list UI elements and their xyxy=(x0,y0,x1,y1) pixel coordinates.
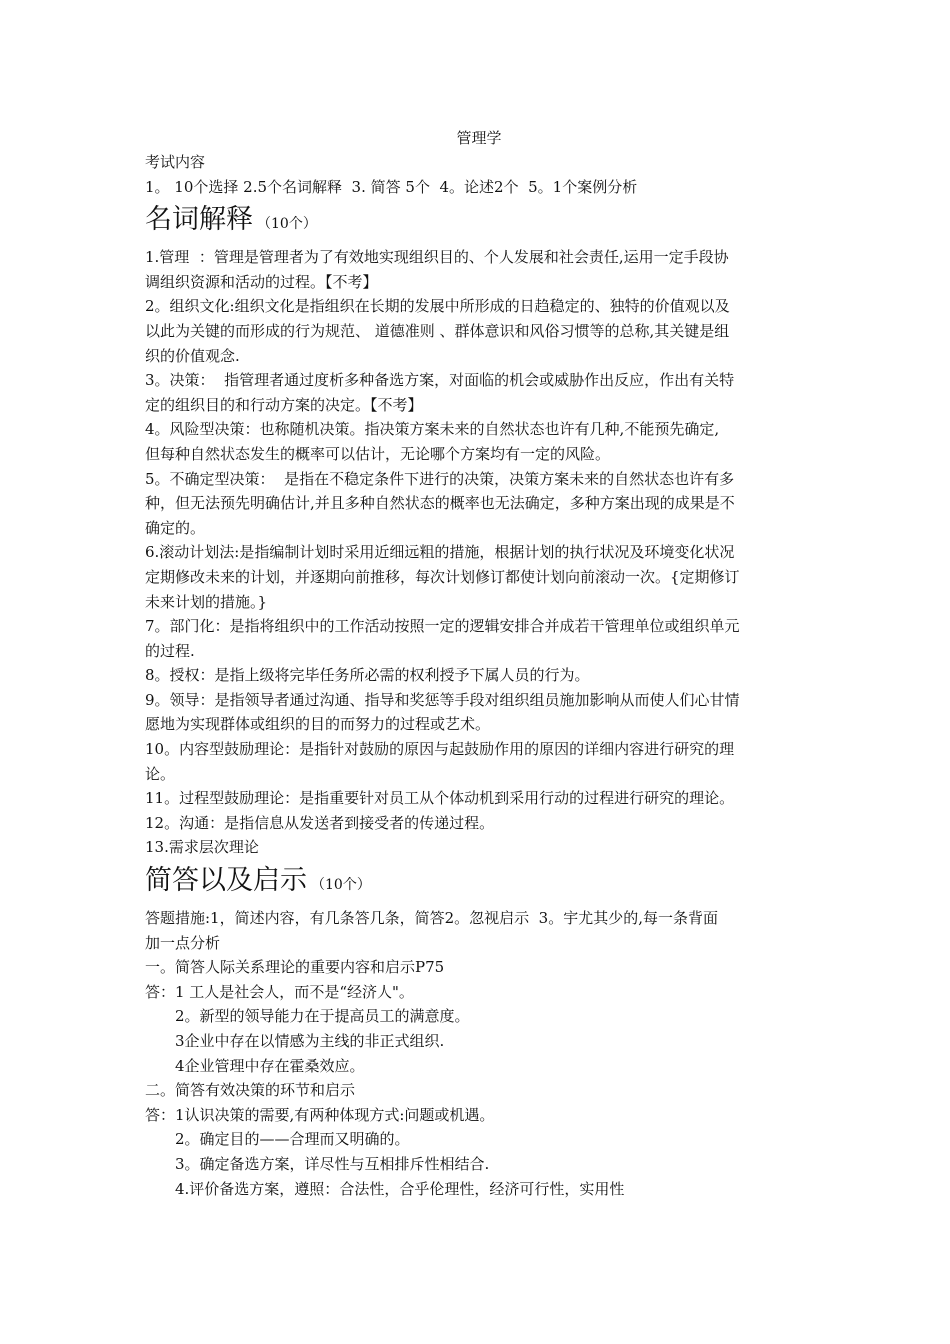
section-heading-terms-count: （10个） xyxy=(257,216,317,233)
answer-line: 4.评价备选方案，遵照：合法性，合乎伦理性，经济可行性，实用性 xyxy=(175,1179,625,1198)
terms-line: 4。风险型决策：也称随机决策。指决策方案未来的自然状态也许有几种,不能预先确定, xyxy=(145,420,720,439)
terms-line: 愿地为实现群体或组织的目的而努力的过程或艺术。 xyxy=(145,715,491,734)
terms-line: 1.管理 ：管理是管理者为了有效地实现组织目的、个人发展和社会责任,运用一定手段协 xyxy=(145,248,729,267)
terms-line: 9。领导：是指领导者通过沟通、指导和奖惩等手段对组织组员施加影响从而使人们心甘情 xyxy=(145,690,740,709)
section-heading-short-answer-text: 简答以及启示 xyxy=(145,865,307,897)
question-block-1 xyxy=(145,955,813,1078)
question-title: 二。简答有效决策的环节和启示 xyxy=(145,1081,356,1100)
answer-line: 4企业管理中存在霍桑效应。 xyxy=(175,1056,365,1075)
question-title: 一。简答人际关系理论的重要内容和启示P75 xyxy=(145,958,445,977)
terms-line: 的过程. xyxy=(145,641,195,660)
terms-line: 6.滚动计划法:是指编制计划时采用近细远粗的措施，根据计划的执行状况及环境变化状况 xyxy=(145,543,735,562)
question-block-2 xyxy=(145,1078,813,1201)
document-title: 管理学 xyxy=(456,129,502,147)
exam-label: 考试内容 xyxy=(145,153,206,171)
answer-method-line: 答题措施:1，简述内容，有几条答几条，简答2。忽视启示 3。宇尤其少的,每一条背面 xyxy=(145,909,718,928)
terms-line: 2。组织文化:组织文化是指组织在长期的发展中所形成的日趋稳定的、独特的价值观以及 xyxy=(145,297,730,316)
terms-line: 但每种自然状态发生的概率可以估计，无论哪个方案均有一定的风险。 xyxy=(145,444,611,463)
section-heading-terms xyxy=(145,205,813,239)
section-heading-short-answer-count: （10个） xyxy=(311,877,371,894)
answer-line: 3。确定备选方案，详尽性与互相排斥性相结合. xyxy=(175,1154,490,1173)
terms-line: 8。授权：是指上级将完毕任务所必需的权利授予下属人员的行为。 xyxy=(145,666,590,685)
answer-line: 答：1 工人是社会人，而不是“经济人"。 xyxy=(145,982,414,1001)
answer-line: 3企业中存在以情感为主线的非正式组织. xyxy=(175,1032,445,1050)
answer-method-line: 加一点分析 xyxy=(145,933,221,952)
terms-line: 3。决策： 指管理者通过度析多种备选方案，对面临的机会或威胁作出反应，作出有关特 xyxy=(145,371,735,390)
terms-line: 确定的。 xyxy=(145,518,206,537)
terms-line: 11。过程型鼓励理论：是指重要针对员工从个体动机到采用行动的过程进行研究的理论。 xyxy=(145,789,735,808)
terms-line: 7。部门化：是指将组织中的工作活动按照一定的逻辑安排合并成若干管理单位或组织单元 xyxy=(145,617,740,636)
terms-line: 调组织资源和活动的过程。【不考】 xyxy=(145,272,378,291)
answer-line: 2。确定目的——合理而又明确的。 xyxy=(175,1130,410,1149)
document-content xyxy=(145,126,813,1201)
terms-line: 13.需求层次理论 xyxy=(145,838,259,857)
section-heading-terms-text: 名词解释 xyxy=(145,204,253,236)
terms-list xyxy=(145,245,813,860)
terms-line: 5。不确定型决策： 是指在不稳定条件下进行的决策，决策方案未来的自然状态也许有多 xyxy=(145,469,735,488)
terms-line: 定的组织目的和行动方案的决定。【不考】 xyxy=(145,395,423,414)
section-heading-short-answer xyxy=(145,866,813,900)
answer-line: 答：1认识决策的需要,有两种体现方式:问题或机遇。 xyxy=(145,1105,495,1124)
terms-line: 未来计划的措施。} xyxy=(145,592,268,611)
terms-line: 12。沟通：是指信息从发送者到接受者的传递过程。 xyxy=(145,813,495,832)
terms-line: 以此为关键的而形成的行为规范、 道德准则 、群体意识和风俗习惯等的总称,其关键是组 xyxy=(145,321,730,340)
terms-line: 定期修改未来的计划，并逐期向前推移，每次计划修订都使计划向前滚动一次。{定期修订 xyxy=(145,567,740,586)
terms-line: 10。内容型鼓励理论：是指针对鼓励的原因与起鼓励作用的原因的详细内容进行研究的理 xyxy=(145,740,735,759)
terms-line: 论。 xyxy=(145,764,176,783)
exam-structure-line: 1。 10个选择 2.5个名词解释 3. 简答 5个 4。论述2个 5。1个案例分析 xyxy=(145,177,638,196)
answer-line: 2。新型的领导能力在于提高员工的满意度。 xyxy=(175,1007,470,1026)
terms-line: 种，但无法预先明确估计,并且多种自然状态的概率也无法确定，多种方案出现的成果是不 xyxy=(145,494,735,513)
terms-line: 织的价值观念. xyxy=(145,346,240,365)
